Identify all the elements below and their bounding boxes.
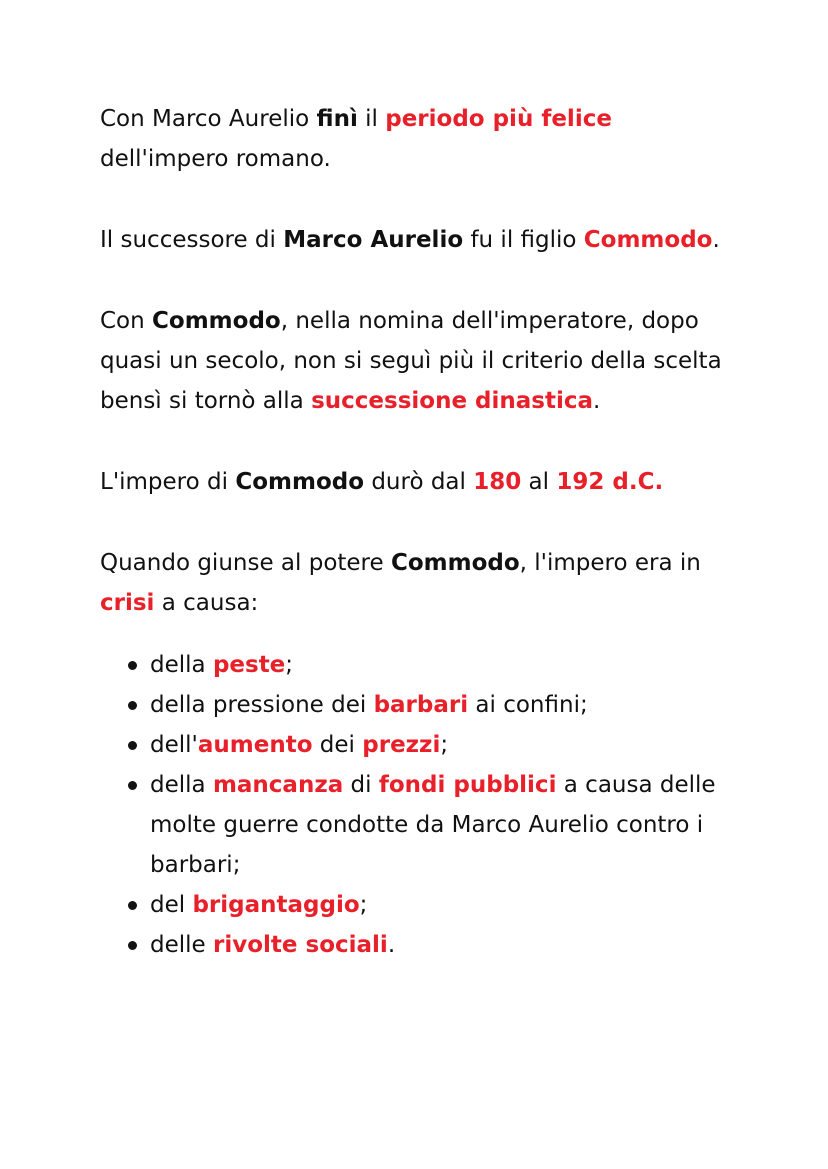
text-run: ;	[285, 652, 294, 678]
bold-term: Commodo	[390, 550, 520, 576]
text-run: al	[521, 469, 557, 495]
paragraph	[100, 220, 760, 260]
text-run: Quando giunse al potere	[100, 550, 391, 576]
text-run: a causa delle	[556, 772, 716, 798]
text-run: a causa:	[154, 590, 259, 616]
causes-bullet-list	[100, 645, 760, 965]
text-run: molte guerre condotte da Marco Aurelio contro i	[150, 812, 704, 838]
text-run: .	[593, 388, 601, 414]
text-run: dell'impero romano.	[100, 146, 331, 172]
bullet-icon	[128, 741, 137, 750]
text-run: durò dal	[364, 469, 474, 495]
bullet-icon	[128, 781, 137, 790]
text-run: dei	[312, 732, 363, 758]
paragraph-list	[100, 99, 760, 623]
bullet-icon	[128, 661, 137, 670]
text-run: della	[150, 652, 213, 678]
text-run: Con	[100, 308, 153, 334]
highlighted-term: brigantaggio	[192, 892, 360, 918]
text-run: barbari;	[150, 852, 241, 878]
paragraph	[100, 462, 760, 502]
bold-term: Commodo	[235, 469, 365, 495]
bullet-icon	[128, 941, 137, 950]
text-run: ai confini;	[468, 692, 588, 718]
text-run: dell'	[150, 732, 198, 758]
highlighted-term: barbari	[373, 692, 469, 718]
highlighted-term: rivolte sociali	[213, 932, 388, 958]
text-run: .	[712, 227, 720, 253]
highlighted-term: successione dinastica	[311, 388, 594, 414]
text-run: ;	[359, 892, 368, 918]
text-run: della pressione dei	[150, 692, 374, 718]
bold-term: finì	[316, 106, 358, 132]
text-run: della	[150, 772, 213, 798]
text-run: .	[387, 932, 396, 958]
list-item	[100, 885, 760, 925]
highlighted-term: fondi pubblici	[378, 772, 557, 798]
text-run: , l'impero era in	[519, 550, 701, 576]
text-run: di	[343, 772, 379, 798]
bullet-icon	[128, 901, 137, 910]
highlighted-term: peste	[212, 652, 286, 678]
highlighted-term: aumento	[197, 732, 313, 758]
text-run: L'impero di	[100, 469, 236, 495]
highlighted-term: crisi	[100, 590, 155, 616]
text-run: Il successore di	[100, 227, 284, 253]
text-run: delle	[150, 932, 213, 958]
text-run: fu il figlio	[463, 227, 584, 253]
text-run: del	[150, 892, 193, 918]
highlighted-term: Commodo	[583, 227, 713, 253]
bullet-icon	[128, 701, 137, 710]
bold-term: Marco Aurelio	[283, 227, 464, 253]
list-item	[100, 725, 760, 765]
paragraph	[100, 301, 760, 421]
highlighted-term: periodo più felice	[385, 106, 612, 132]
list-item	[100, 645, 760, 685]
text-run: bensì si tornò alla	[100, 388, 312, 414]
highlighted-term: prezzi	[362, 732, 441, 758]
list-item	[100, 685, 760, 725]
text-run: Con Marco Aurelio	[100, 106, 317, 132]
text-run: ;	[440, 732, 449, 758]
text-run: , nella nomina dell'imperatore, dopo	[280, 308, 699, 334]
list-item	[100, 765, 760, 885]
highlighted-term: 180	[473, 469, 522, 495]
text-run: il	[357, 106, 386, 132]
highlighted-term: mancanza	[212, 772, 344, 798]
document-body	[100, 99, 760, 965]
paragraph	[100, 543, 760, 623]
bold-term: Commodo	[152, 308, 281, 334]
text-run: quasi un secolo, non si seguì più il criterio della scelta	[100, 348, 722, 374]
paragraph	[100, 99, 760, 179]
list-item	[100, 925, 760, 965]
highlighted-term: 192 d.C.	[556, 469, 664, 495]
